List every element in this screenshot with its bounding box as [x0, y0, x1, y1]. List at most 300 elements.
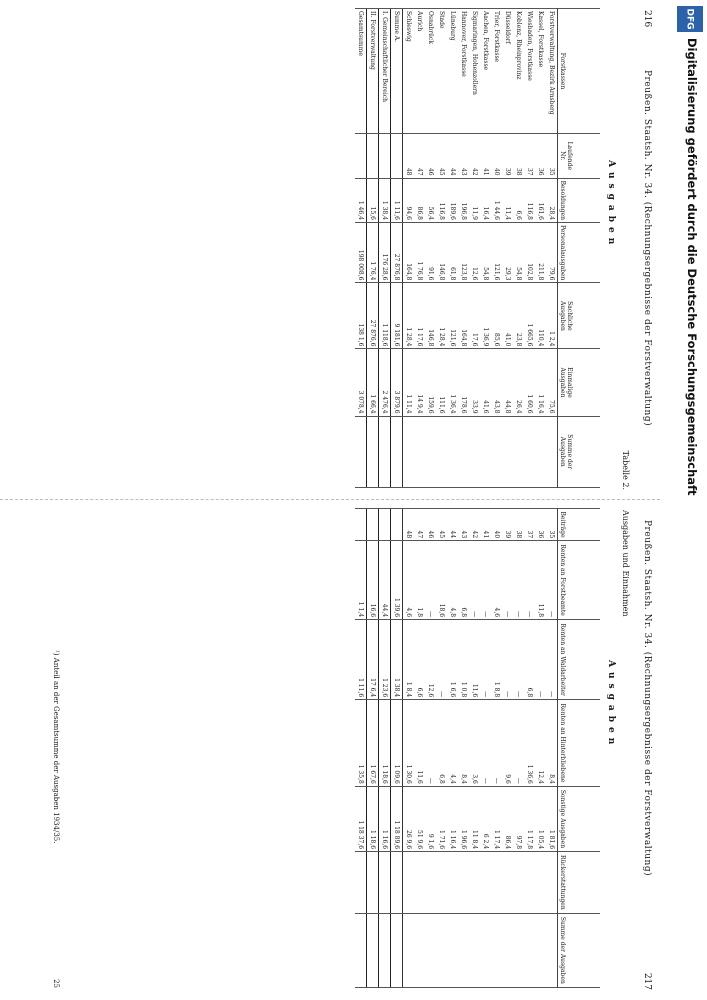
cell-value: — [524, 541, 535, 620]
cell-value: 1 36,9 [480, 283, 491, 349]
total-value: 198 008,6 [355, 222, 367, 282]
sum-value: 9 181,6 [391, 283, 403, 349]
cell-value: 1 11,4 [403, 349, 415, 416]
cell-value: — [491, 700, 502, 787]
row-number: 43 [458, 134, 469, 179]
sum-row [391, 9, 403, 488]
cell-empty [367, 509, 379, 541]
cell-value: 178,6 [458, 349, 469, 416]
cell-value: 189,6 [447, 178, 458, 222]
table-row [447, 9, 458, 488]
row-number: 44 [447, 134, 458, 179]
cell-value: — [480, 700, 491, 787]
cell-empty [491, 852, 502, 914]
total-value: 1 18,6 [379, 700, 391, 787]
column-header: Rückerstattungen [558, 852, 601, 914]
row-number: 36 [535, 134, 546, 179]
cell-value: — [546, 620, 558, 700]
cell-value: 14 9,4 [414, 349, 425, 416]
total-value: 2 476,4 [379, 349, 391, 416]
table-row [480, 509, 491, 988]
cell-value: 159,6 [425, 349, 436, 416]
row-label: Hannover, Forstkasse [458, 9, 469, 134]
cell-value: — [480, 620, 491, 700]
row-number: 44 [447, 509, 458, 541]
cell-value: 116,8 [524, 178, 535, 222]
cell-empty [355, 913, 367, 987]
cell-empty [546, 852, 558, 914]
right-page-number: 217 [642, 972, 652, 990]
table-row [436, 9, 447, 488]
cell-value: 111,6 [436, 349, 447, 416]
column-header: Personalausgaben [558, 222, 601, 282]
cell-empty [367, 134, 379, 179]
cell-empty [379, 509, 391, 541]
row-number: 40 [491, 509, 502, 541]
left-header [638, 10, 652, 490]
cell-value: 1 96,6 [458, 786, 469, 851]
table-row [513, 9, 524, 488]
cell-value: — [546, 541, 558, 620]
total-row [379, 509, 391, 988]
cell-value: 1 36,6 [524, 700, 535, 787]
cell-value: 1 28,4 [403, 283, 415, 349]
cell-value: 16,4 [480, 178, 491, 222]
cell-value: — [436, 620, 447, 700]
table-row [491, 9, 502, 488]
row-number: 37 [524, 134, 535, 179]
dfg-banner [673, 0, 707, 1000]
cell-value: 1 8,8 [491, 620, 502, 700]
cell-value: 1 17,8 [524, 786, 535, 851]
cell-empty [458, 852, 469, 914]
left-half-page [40, 0, 660, 500]
cell-value: 33,9 [469, 349, 480, 416]
table-row [403, 9, 415, 488]
table-row [524, 509, 535, 988]
cell-value: 110,4 [535, 283, 546, 349]
left-page-number: 216 [642, 10, 652, 28]
cell-value: 75,6 [546, 349, 558, 416]
cell-empty [502, 913, 513, 987]
cell-value: 85,6 [491, 283, 502, 349]
table-row [502, 509, 513, 988]
cell-empty [436, 416, 447, 487]
cell-value: 12,6 [469, 222, 480, 282]
table-row [524, 9, 535, 488]
cell-value: 8,4 [458, 700, 469, 787]
row-label: Stade [436, 9, 447, 134]
cell-value: 1 2,4 [546, 283, 558, 349]
row-label: Osnabrück [425, 9, 436, 134]
cell-value: 26,4 [513, 349, 524, 416]
row-number: 45 [436, 509, 447, 541]
cell-value: 28,4 [546, 178, 558, 222]
row-label: Lüneburg [447, 9, 458, 134]
row-number: 47 [414, 509, 425, 541]
table-row [414, 509, 425, 988]
cell-empty [502, 416, 513, 487]
dfg-logo-text: DFG [684, 8, 695, 30]
cell-value: 102,8 [524, 222, 535, 282]
cell-value: 11,6 [414, 700, 425, 787]
cell-value: 146,8 [436, 222, 447, 282]
left-ledger-table [355, 8, 600, 488]
cell-empty [403, 416, 415, 487]
table-row [414, 9, 425, 488]
total-value: 15,6 [367, 178, 379, 222]
cell-value: 56,4 [425, 178, 436, 222]
cell-value: 11 8,4 [469, 786, 480, 851]
column-header: Forstkassen [558, 9, 601, 134]
total-value: 1 1,4 [355, 541, 367, 620]
cell-empty [436, 852, 447, 914]
cell-value: 54,8 [480, 222, 491, 282]
column-header: Besoldungen [558, 178, 601, 222]
cell-empty [524, 913, 535, 987]
cell-value: 94,6 [403, 178, 415, 222]
cell-value: 1 8,4 [403, 620, 415, 700]
row-number: 43 [458, 509, 469, 541]
table-row [403, 509, 415, 988]
cell-empty [447, 852, 458, 914]
cell-empty [524, 416, 535, 487]
total-value: 1 38,4 [379, 178, 391, 222]
column-header: Summe der Ausgaben [558, 913, 601, 987]
cell-value: — [502, 541, 513, 620]
row-number: 37 [524, 509, 535, 541]
sum-value: 27 876,8 [391, 222, 403, 282]
cell-empty [535, 913, 546, 987]
cell-empty [391, 509, 403, 541]
row-number: 38 [513, 509, 524, 541]
cell-value: 3,6 [469, 700, 480, 787]
total-value: 3 078,4 [355, 349, 367, 416]
cell-empty [524, 852, 535, 914]
row-label: Aurich [414, 9, 425, 134]
cell-empty [355, 852, 367, 914]
cell-empty [425, 852, 436, 914]
right-header [638, 510, 652, 990]
table-row [491, 509, 502, 988]
row-label: Trier, Forstkasse [491, 9, 502, 134]
column-header: Einmalige Ausgaben [558, 349, 601, 416]
cell-empty [425, 913, 436, 987]
row-number: 36 [535, 509, 546, 541]
cell-value: — [425, 700, 436, 787]
dfg-funding-notice: Digitalisierung gefördert durch die Deutsche Forschungsgemeinschaft [685, 38, 699, 496]
total-value: 1 11,6 [355, 620, 367, 700]
total-value: 1 18,6 [367, 786, 379, 851]
row-number: 41 [480, 134, 491, 179]
cell-empty [535, 852, 546, 914]
cell-empty [414, 913, 425, 987]
sum-value: 1 11,6 [391, 178, 403, 222]
row-number: 39 [502, 509, 513, 541]
cell-empty [367, 852, 379, 914]
cell-value: 18,6 [436, 541, 447, 620]
cell-value: 6,6 [414, 620, 425, 700]
sum-value: 1 09,6 [391, 700, 403, 787]
cell-value: 1 44,6 [491, 178, 502, 222]
cell-empty [379, 913, 391, 987]
right-page-title: Preußen. Staatsh. Nr. 34. (Rechnungsergebnisse der Forstverwaltung) [642, 520, 652, 877]
cell-value: 4,8 [447, 541, 458, 620]
table-row [469, 509, 480, 988]
row-number: 45 [436, 134, 447, 179]
row-label: Koblenz, Rheinprovinz [513, 9, 524, 134]
table-row [425, 9, 436, 488]
cell-value: 9,6 [502, 700, 513, 787]
table-row [502, 9, 513, 488]
cell-value: 12,4 [535, 700, 546, 787]
total-value: 1 18 37,6 [355, 786, 367, 851]
row-number: 39 [502, 134, 513, 179]
total-label: I. Gemeinschaftlicher Bereich [379, 9, 391, 134]
right-subtitle: Ausgaben und Einnahmen [621, 510, 630, 617]
right-section-heading: Ausgaben [606, 660, 616, 750]
cell-value: 4,6 [491, 541, 502, 620]
cell-value: 6,8 [524, 620, 535, 700]
cell-empty [391, 416, 403, 487]
column-header: Beiträge [558, 509, 601, 541]
cell-value: 11,8 [535, 541, 546, 620]
cell-value: 1 16,4 [447, 786, 458, 851]
total-value: 1 16,6 [379, 786, 391, 851]
total-value: 138 1,6 [355, 283, 367, 349]
cell-empty [355, 416, 367, 487]
dfg-logo [677, 6, 703, 32]
cell-value: 23,8 [513, 283, 524, 349]
cell-value: — [425, 541, 436, 620]
column-header: Renten an Hinterbliebene [558, 700, 601, 787]
total-value: 1 46,4 [355, 178, 367, 222]
cell-value: 211,8 [535, 222, 546, 282]
cell-empty [447, 913, 458, 987]
cell-empty [379, 416, 391, 487]
table-row [458, 9, 469, 488]
cell-empty [502, 852, 513, 914]
row-number: 48 [403, 509, 415, 541]
cell-empty [391, 852, 403, 914]
cell-value: — [469, 541, 480, 620]
row-number: 48 [403, 134, 415, 179]
table-label: Tabelle 2. [621, 450, 630, 490]
total-value: 17 6,4 [367, 620, 379, 700]
cell-value: 1 665,6 [524, 283, 535, 349]
cell-empty [379, 134, 391, 179]
cell-value: 51 9,6 [414, 786, 425, 851]
table-row [535, 509, 546, 988]
cell-value: 4,4 [447, 700, 458, 787]
cell-empty [469, 913, 480, 987]
cell-value: 1 16,4 [535, 349, 546, 416]
cell-empty [480, 913, 491, 987]
cell-value: 86,4 [502, 786, 513, 851]
table-row [469, 9, 480, 488]
cell-value: 6,8 [436, 700, 447, 787]
column-header: Sachliche Ausgaben [558, 283, 601, 349]
cell-value: 11,6 [469, 620, 480, 700]
row-label: Sigmaringen, Hohenzollern [469, 9, 480, 134]
cell-value: 97,8 [513, 786, 524, 851]
sum-value: 1 39,6 [391, 541, 403, 620]
row-number: 47 [414, 134, 425, 179]
left-section-heading: Ausgaben [606, 160, 616, 250]
total-row [355, 9, 367, 488]
total-value: 44,4 [379, 541, 391, 620]
cell-value: 41,6 [480, 349, 491, 416]
cell-value: 11,4 [502, 178, 513, 222]
cell-value: 43,8 [491, 349, 502, 416]
cell-value: 41,0 [502, 283, 513, 349]
cell-empty [535, 416, 546, 487]
right-ledger-body [355, 509, 558, 988]
table-row [546, 9, 558, 488]
cell-empty [414, 416, 425, 487]
right-ledger-table [355, 508, 600, 988]
cell-value: 86,8 [414, 178, 425, 222]
sum-value: 1 18 89,6 [391, 786, 403, 851]
cell-value: 1 76,8 [414, 222, 425, 282]
cell-value: 12,6 [425, 620, 436, 700]
cell-value: 1 17,6 [414, 283, 425, 349]
cell-empty [458, 913, 469, 987]
cell-value: — [513, 541, 524, 620]
left-ledger-body [355, 9, 558, 488]
cell-value: — [535, 620, 546, 700]
total-value: 16,6 [367, 541, 379, 620]
footnote: ¹) Anteil an der Gesamtsumme der Ausgaben 1934/35. [52, 650, 60, 844]
table-row [546, 509, 558, 988]
cell-value: 121,6 [447, 283, 458, 349]
total-row [355, 509, 367, 988]
cell-value: 9 1,6 [425, 786, 436, 851]
row-label: Forstverwaltung, Bezirk Arnsberg [546, 9, 558, 134]
cell-value: 79,6 [546, 222, 558, 282]
cell-value: 1 81,6 [546, 786, 558, 851]
sum-row [391, 509, 403, 988]
cell-empty [469, 852, 480, 914]
row-label: Wiesbaden, Forstkasse [524, 9, 535, 134]
cell-value: 1 28,4 [436, 283, 447, 349]
cell-value: 8,4 [546, 700, 558, 787]
table-row [425, 509, 436, 988]
cell-empty [546, 416, 558, 487]
cell-empty [425, 416, 436, 487]
cell-value: 4,6 [403, 541, 415, 620]
cell-empty [513, 913, 524, 987]
cell-empty [436, 913, 447, 987]
cell-empty [391, 913, 403, 987]
cell-value: 91,6 [425, 222, 436, 282]
cell-empty [414, 852, 425, 914]
column-header: Laufende Nr. [558, 134, 601, 179]
table-row [447, 509, 458, 988]
cell-value: 164,8 [458, 283, 469, 349]
cell-empty [447, 416, 458, 487]
cell-value: 121,6 [491, 222, 502, 282]
column-header: Summe der Ausgaben [558, 416, 601, 487]
row-number: 35 [546, 134, 558, 179]
cell-empty [367, 913, 379, 987]
cell-empty [367, 416, 379, 487]
cell-value: 1 71,6 [436, 786, 447, 851]
cell-empty [513, 852, 524, 914]
cell-value: 17,6 [469, 283, 480, 349]
cell-value: 1 6,6 [447, 620, 458, 700]
cell-value: — [480, 541, 491, 620]
cell-empty [403, 913, 415, 987]
row-number: 35 [546, 509, 558, 541]
right-half-page [40, 500, 660, 1000]
table-row [513, 509, 524, 988]
cell-empty [355, 509, 367, 541]
total-label: II. Forstverwaltung [367, 9, 379, 134]
cell-empty [379, 852, 391, 914]
cell-empty [403, 852, 415, 914]
row-label: Düsseldorf [502, 9, 513, 134]
row-label: Kassel, Forstkasse [535, 9, 546, 134]
cell-empty [491, 416, 502, 487]
cell-empty [391, 134, 403, 179]
cell-value: 6 2,4 [480, 786, 491, 851]
table-row [480, 9, 491, 488]
cell-empty [513, 416, 524, 487]
cell-value: 44,8 [502, 349, 513, 416]
row-number: 46 [425, 509, 436, 541]
table-row [436, 509, 447, 988]
row-label: Schleswig [403, 9, 415, 134]
sum-value: 1 38,4 [391, 620, 403, 700]
cell-empty [458, 416, 469, 487]
cell-value: 1 60,6 [524, 349, 535, 416]
total-row [367, 9, 379, 488]
total-value: 1 66,4 [367, 349, 379, 416]
cell-value: 1,8 [414, 541, 425, 620]
cell-empty [480, 416, 491, 487]
row-number: 41 [480, 509, 491, 541]
cell-value: 161,6 [535, 178, 546, 222]
cell-value: 1 30,6 [403, 700, 415, 787]
row-number: 38 [513, 134, 524, 179]
column-header: Sonstige Ausgaben [558, 786, 601, 851]
total-label: Gesamtsumme [355, 9, 367, 134]
left-page-title: Preußen. Staatsh. Nr. 34. (Rechnungsergebnisse der Forstverwaltung) [642, 70, 652, 427]
cell-empty [491, 913, 502, 987]
table-row [458, 509, 469, 988]
sum-value: 3 879,6 [391, 349, 403, 416]
total-value: 1 35,8 [355, 700, 367, 787]
cell-value: 1 05,4 [535, 786, 546, 851]
cell-value: 54,8 [513, 222, 524, 282]
total-row [379, 9, 391, 488]
footer-page-mark: 25 [52, 979, 60, 988]
total-value: 1 23,6 [379, 620, 391, 700]
cell-value: 6,6 [513, 178, 524, 222]
row-number: 46 [425, 134, 436, 179]
cell-value: 1 0,8 [458, 620, 469, 700]
cell-value: — [513, 620, 524, 700]
cell-empty [480, 852, 491, 914]
cell-value: 123,8 [458, 222, 469, 282]
total-value: 27 876,6 [367, 283, 379, 349]
total-value: 1 67,6 [367, 700, 379, 787]
row-label: Aachen, Forstkasse [480, 9, 491, 134]
cell-value: 6,8 [458, 541, 469, 620]
cell-value: 196,8 [458, 178, 469, 222]
row-number: 42 [469, 134, 480, 179]
